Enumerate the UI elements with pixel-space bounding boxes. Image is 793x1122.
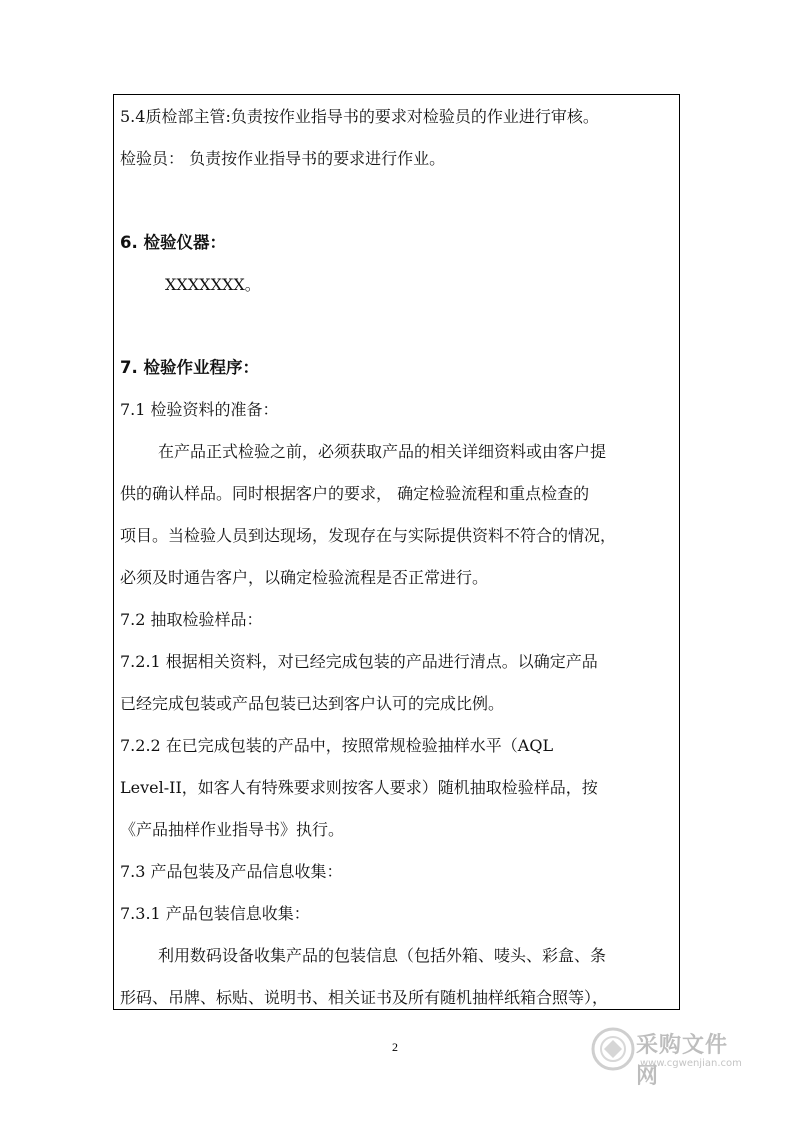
para-7-2-2-line3: 《产品抽样作业指导书》执行。 <box>120 820 345 839</box>
heading-section-7: 7. 检验作业程序： <box>120 358 259 377</box>
watermark-url: www.cgwenjian.com <box>640 1058 742 1069</box>
para-7-2-1-line2: 已经完成包装或产品包装已达到客户认可的完成比例。 <box>120 694 505 713</box>
watermark-logo-icon <box>590 1026 636 1072</box>
para-7-1-line2: 供的确认样品。同时根据客户的要求， 确定检验流程和重点检查的 <box>120 484 590 503</box>
para-7-2-1-line1: 7.2.1 根据相关资料，对已经完成包装的产品进行清点。以确定产品 <box>120 652 598 671</box>
heading-7-3-1: 7.3.1 产品包装信息收集： <box>120 904 310 923</box>
heading-section-6: 6. 检验仪器： <box>120 233 226 252</box>
para-7-3-1-line1: 利用数码设备收集产品的包装信息（包括外箱、唛头、彩盒、条 <box>158 946 607 965</box>
para-quality-supervisor: 5.4质检部主管:负责按作业指导书的要求对检验员的作业进行审核。 <box>120 107 599 126</box>
watermark-text: 采购文件网 <box>636 1033 729 1089</box>
para-7-2-2-line1: 7.2.2 在已完成包装的产品中，按照常规检验抽样水平（AQL <box>120 736 554 755</box>
heading-7-2: 7.2 抽取检验样品： <box>120 610 263 629</box>
heading-7-1: 7.1 检验资料的准备： <box>120 400 279 419</box>
para-inspector-duty: 检验员： 负责按作业指导书的要求进行作业。 <box>120 149 446 168</box>
para-7-3-1-line2: 形码、吊牌、标贴、说明书、相关证书及所有随机抽样纸箱合照等）， <box>120 988 609 1007</box>
heading-7-3: 7.3 产品包装及产品信息收集： <box>120 862 343 881</box>
para-7-1-line3: 项目。当检验人员到达现场，发现存在与实际提供资料不符合的情况， <box>120 526 617 545</box>
para-7-2-2-line2: Level-II，如客人有特殊要求则按客人要求）随机抽取检验样品，按 <box>120 778 598 797</box>
watermark <box>590 1022 750 1089</box>
para-instruments: XXXXXXX。 <box>165 275 261 294</box>
para-7-1-line4: 必须及时通告客户，以确定检验流程是否正常进行。 <box>120 568 489 587</box>
para-7-1-line1: 在产品正式检验之前，必须获取产品的相关详细资料或由客户提 <box>158 442 607 461</box>
page-number: 2 <box>392 1040 398 1054</box>
